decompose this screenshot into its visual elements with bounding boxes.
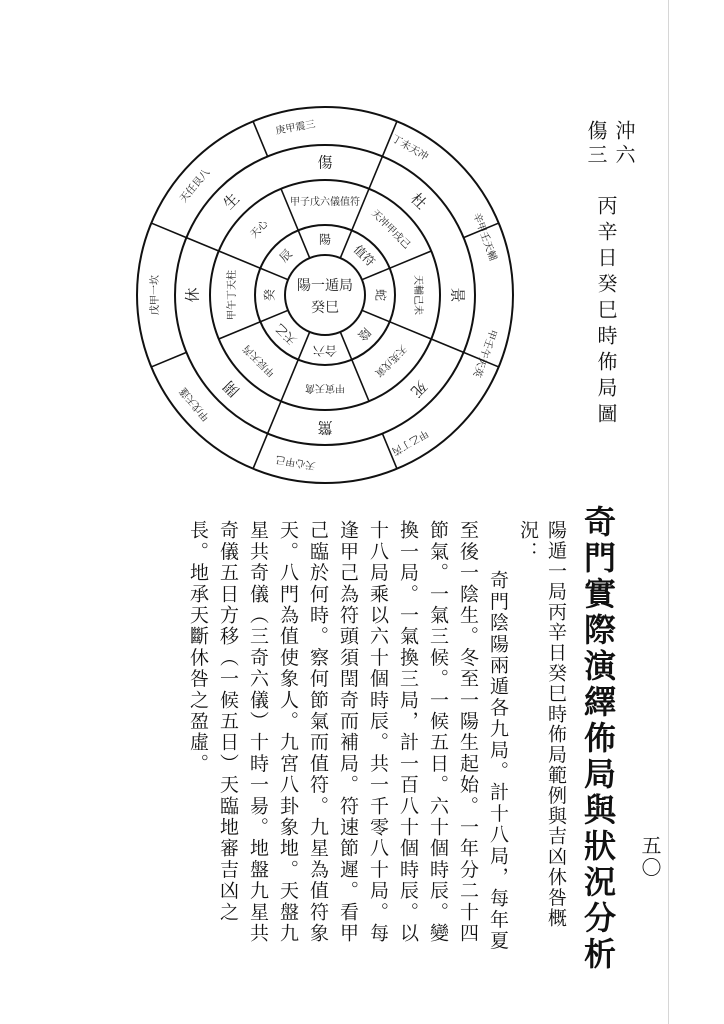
ring3-spoke	[431, 339, 463, 352]
diagram-caption: 丙辛日癸巳時佈局圖	[594, 195, 618, 429]
qimen-board-diagram	[130, 100, 520, 490]
inner-ring-label-3: 陰	[355, 325, 374, 344]
ring3-spoke	[268, 401, 281, 433]
third-circle	[175, 145, 475, 445]
inner-ring-label-0: 陽	[318, 232, 332, 247]
outer-ring-label-0: 傷	[317, 153, 333, 172]
outer-ring-label-3: 死	[407, 377, 431, 401]
section-title: 奇門實際演繹佈局與狀況分析	[579, 505, 617, 973]
middle-ring-label-1: 天冲甲戌己	[368, 208, 412, 252]
ring3-spoke	[186, 238, 218, 251]
middle-ring-label-2: 天輔己未	[412, 275, 423, 315]
outer-band-label-2: 甲壬午天英	[470, 327, 498, 379]
middle-ring-label-5: 甲辰天芮	[241, 342, 278, 379]
center-label-1: 陽一遁局	[297, 278, 353, 294]
middle-ring-label-4: 甲寅天禽	[305, 382, 345, 393]
middle-ring-label-7: 天心	[248, 218, 271, 241]
para-line-8: 天。八門為值使象人。九宮八卦象地。天盤九	[277, 520, 299, 944]
para-line-5: 十八局乘以六十個時辰。共一千零八十局。每	[367, 520, 389, 944]
outer-spoke	[253, 434, 268, 469]
outer-band-label-4: 天心甲己	[274, 453, 317, 471]
outer-band-label-8: 庚甲震三	[274, 119, 317, 137]
outer-ring-label-6: 休	[183, 287, 202, 303]
para-line-4: 換一局。一氣換三局，計一百八十個時辰。以	[397, 520, 419, 944]
header-col-1: 沖六	[612, 120, 636, 168]
inner-ring-label-2: 蛇	[373, 288, 388, 302]
outer-spoke	[253, 121, 268, 156]
para-line-1: 奇門陰陽兩遁各九局。計十八局，每年夏	[487, 570, 509, 952]
ring3-spoke	[369, 156, 382, 188]
outer-ring-label-7: 生	[219, 189, 243, 213]
outer-band-label-0: 丁未天冲	[389, 133, 430, 163]
inner-ring-label-4: 合六	[312, 343, 338, 358]
para-line-7: 己臨於何時。察何節氣而值符。九星為值符象	[307, 520, 329, 944]
center-circle	[285, 255, 365, 335]
inner-ring-label-5: 天乙	[272, 320, 300, 348]
outer-ring-label-2: 景	[448, 287, 467, 303]
inner-ring-label-6: 癸	[262, 288, 277, 302]
outer-ring-label-4: 驚	[317, 418, 333, 437]
outer-spoke	[151, 223, 186, 238]
outer-band-label-3: 甲乙丁芮	[389, 427, 430, 457]
header-col-2: 傷三	[584, 120, 608, 168]
middle-ring-label-6: 甲午丁天柱	[227, 270, 238, 320]
middle-ring-label-3: 天英戊寅	[372, 342, 409, 379]
intro-line-1: 陽遁一局丙辛日癸巳時佈局範例與吉凶休咎概	[545, 520, 567, 928]
middle-ring-label-0: 甲子戊六儀值符	[290, 197, 360, 208]
para-line-3: 節氣。一氣三候。一候五日。六十個時辰。變	[427, 520, 449, 944]
intro-line-2: 況：	[517, 520, 539, 563]
outer-band-label-1: 辛甲壬天輔	[470, 211, 498, 263]
para-line-10: 奇儀五日方移（一候五日）天臨地審吉凶之	[217, 520, 239, 923]
outer-spoke	[151, 352, 186, 367]
outer-band-label-5: 甲戊天蓬	[178, 385, 213, 423]
page-number: 五〇	[638, 835, 662, 879]
para-line-6: 逢甲己為符頭須閏奇而補局。符速節遲。看甲	[337, 520, 359, 944]
para-line-11: 長。地承天斷休咎之盈虛。	[187, 520, 209, 775]
outer-ring-label-1: 杜	[407, 189, 431, 213]
center-label-2: 癸巳	[311, 300, 339, 316]
second-circle	[210, 180, 440, 410]
page-edge-line	[668, 0, 669, 1024]
outer-band-label-6: 戊甲一坎	[150, 275, 161, 315]
outer-band-label-7: 天任艮八	[178, 167, 213, 205]
inner-ring-label-7: 辰	[276, 246, 295, 265]
inner-ring-label-1: 值符	[350, 242, 378, 270]
para-line-9: 星共奇儀（三奇六儀）十時一昜。地盤九星共	[247, 520, 269, 944]
para-line-2: 至後一陰生。冬至一陽生起始。一年分二十四	[457, 520, 479, 944]
outer-ring-label-5: 開	[219, 377, 243, 401]
